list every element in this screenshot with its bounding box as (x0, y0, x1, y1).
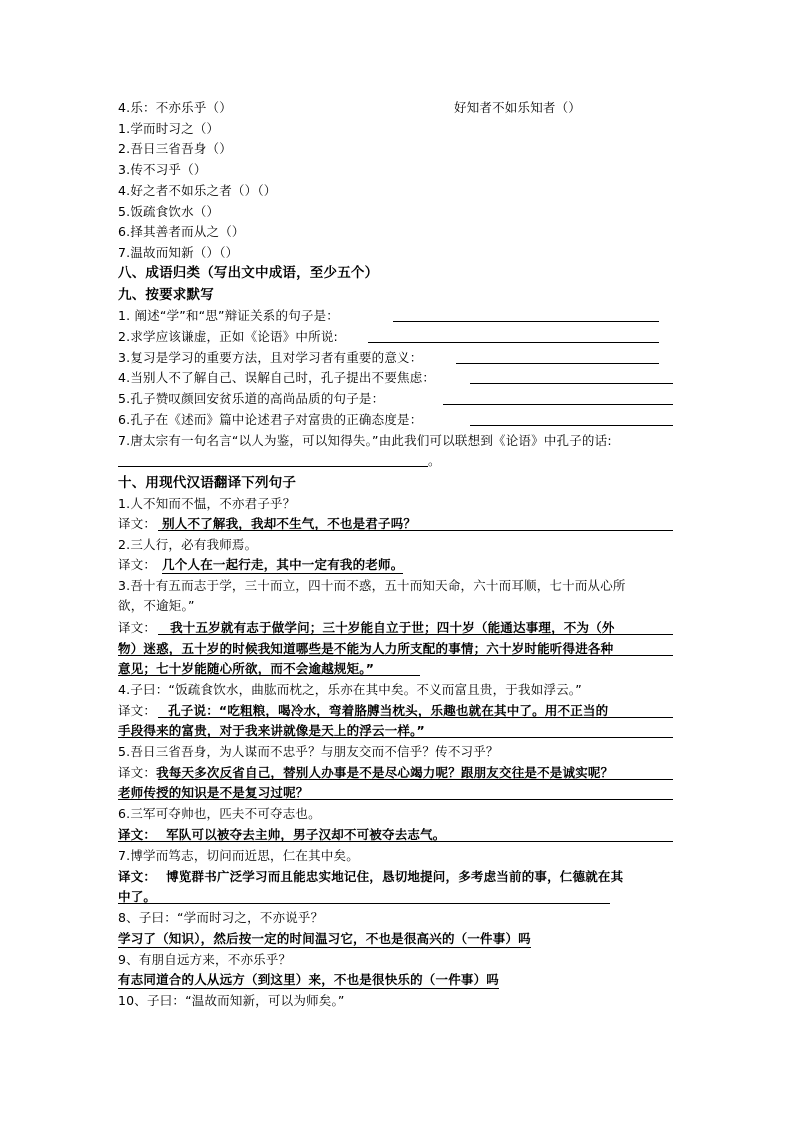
answer-7-line-1 (118, 869, 623, 885)
answer-label: 译文： (118, 869, 157, 884)
question-1: 1.人不知而不愠，不亦君子乎？ (118, 496, 296, 511)
item-line (118, 100, 232, 116)
question-7: 7.博学而笃志，切问而近思，仁在其中矣。 (118, 848, 359, 863)
section-8-title: 八、成语归类（写出文中成语，至少五个） (118, 265, 379, 281)
question-3-line-1: 3.吾十有五而志于学，三十而立，四十而不惑，五十而知天命，六十而耳顺，七十而从心所 (118, 578, 626, 593)
answer-underline (118, 655, 673, 656)
list-item: 1.学而时习之（） (118, 121, 220, 136)
answer-label: 译文： (118, 827, 157, 842)
question-6: 6.三军可夺帅也，匹夫不可夺志也。 (118, 806, 321, 821)
answer-underline (158, 717, 673, 718)
answer-text: 我每天多次反省自己，替别人办事是不是尽心竭力呢？跟朋友交往是不是诚实呢？ (156, 765, 614, 780)
answer-5-line-2: 老师传授的知识是不是复习过呢？ (118, 785, 309, 800)
answer-text: 我十五岁就有志于做学问；三十岁能自立于世；四十岁（能通达事理，不为（外 (170, 620, 615, 635)
answer-blank[interactable] (443, 404, 673, 405)
answer-label: 译文： (118, 620, 157, 635)
item-le-1: 4.乐：不亦乐乎（） (118, 100, 232, 115)
question-8: 8、子曰：“学而时习之，不亦说乎？ (118, 910, 324, 925)
list-item: 2.吾日三省吾身（） (118, 141, 232, 156)
answer-underline (118, 737, 673, 738)
answer-2 (118, 557, 403, 573)
answer-blank[interactable] (470, 425, 673, 426)
answer-text: 几个人在一起行走，其中一定有我的老师。 (162, 557, 404, 572)
answer-underline (158, 779, 673, 780)
fill-item: 1. 阐述“学”和“思”辩证关系的句子是： (118, 308, 340, 323)
answer-underline (118, 903, 610, 904)
fill-item: 4.当别人不了解自己、误解自己时，孔子提出不要焦虑： (118, 370, 436, 385)
list-item: 6.择其善者而从之（） (118, 224, 245, 239)
answer-text: 学习了（知识），然后按一定的时间温习它，不也是很高兴的（一件事）吗 (118, 931, 531, 946)
question-5: 5.吾日三省吾身，为人谋而不忠乎？与朋友交而不信乎？传不习乎？ (118, 744, 499, 759)
list-item: 3.传不习乎（） (118, 162, 207, 177)
answer-blank[interactable] (368, 342, 659, 343)
question-4 (118, 682, 582, 698)
answer-blank[interactable] (118, 466, 428, 467)
answer-7-line-2: 中了。 (118, 889, 157, 904)
answer-underline (118, 841, 673, 842)
answer-text: 孔子说：“吃粗粮，喝冷水，弯着胳膊当枕头，乐趣也就在其中了。用不正当的 (168, 703, 609, 718)
answer-label: 译文： (118, 516, 157, 531)
item-line (454, 100, 581, 116)
answer-underline (158, 634, 673, 635)
end-mark: 。 (428, 453, 441, 468)
question-4-text: 4.子曰：“饭疏食饮水，曲肱而枕之，乐亦在其中矣。不义而富且贵，于我如浮云。” (118, 682, 582, 697)
answer-blank[interactable] (470, 383, 673, 384)
section-9-title: 九、按要求默写 (118, 287, 214, 303)
answer-3-line-3: 意见；七十岁能随心所欲，而不会逾越规矩。” (118, 661, 375, 676)
answer-8 (118, 931, 531, 947)
answer-blank[interactable] (456, 363, 659, 364)
question-2: 2.三人行，必有我师焉。 (118, 537, 258, 552)
answer-text: 博览群书广泛学习而且能忠实地记住，恳切地提问，多考虑当前的事，仁德就在其 (166, 869, 624, 884)
answer-label: 译文： (118, 703, 157, 718)
fill-item: 5.孔子赞叹颜回安贫乐道的高尚品质的句子是： (118, 391, 385, 406)
answer-text: 有志同道合的人从远方（到这里）来，不也是很快乐的（一件事）吗 (118, 972, 500, 987)
answer-label: 译文： (118, 765, 157, 780)
answer-underline (118, 799, 673, 800)
list-item: 5.饭疏食饮水（） (118, 204, 220, 219)
fill-item: 2.求学应该谦虚，正如《论语》中所说: (118, 329, 338, 344)
question-10: 10、子曰：“温故而知新，可以为师矣。” (118, 993, 345, 1008)
question-9: 9、有朋自远方来，不亦乐乎？ (118, 952, 292, 967)
list-item: 4.好之者不如乐之者（）（） (118, 183, 277, 198)
list-item: 7.温故而知新（）（） (118, 245, 239, 260)
answer-text: 别人不了解我，我却不生气，不也是君子吗？ (162, 516, 417, 531)
fill-item: 6.孔子在《述而》篇中论述君子对富贵的正确态度是： (118, 412, 423, 427)
answer-4-line-2: 手段得来的富贵，对于我来讲就像是天上的浮云一样。” (118, 723, 425, 738)
answer-3-line-2: 物）迷惑，五十岁的时候我知道哪些是不能为人力所支配的事情；六十岁时能听得进各种 (118, 641, 614, 656)
answer-blank[interactable] (393, 321, 659, 322)
answer-underline (118, 675, 420, 676)
answer-underline (158, 530, 673, 531)
fill-item: 7.唐太宗有一句名言“以人为鉴，可以知得失。”由此我们可以联想到《论语》中孔子的话: (118, 433, 612, 448)
item-le-2: 好知者不如乐知者（） (454, 100, 582, 115)
answer-9 (118, 972, 499, 988)
question-3-line-2: 欲，不逾矩。” (118, 598, 195, 613)
section-10-title: 十、用现代汉语翻译下列句子 (118, 475, 297, 491)
answer-text: 军队可以被夺去主帅，男子汉却不可被夺去志气。 (166, 827, 446, 842)
fill-item: 3.复习是学习的重要方法，且对学习者有重要的意义： (118, 350, 423, 365)
answer-label: 译文： (118, 557, 157, 572)
